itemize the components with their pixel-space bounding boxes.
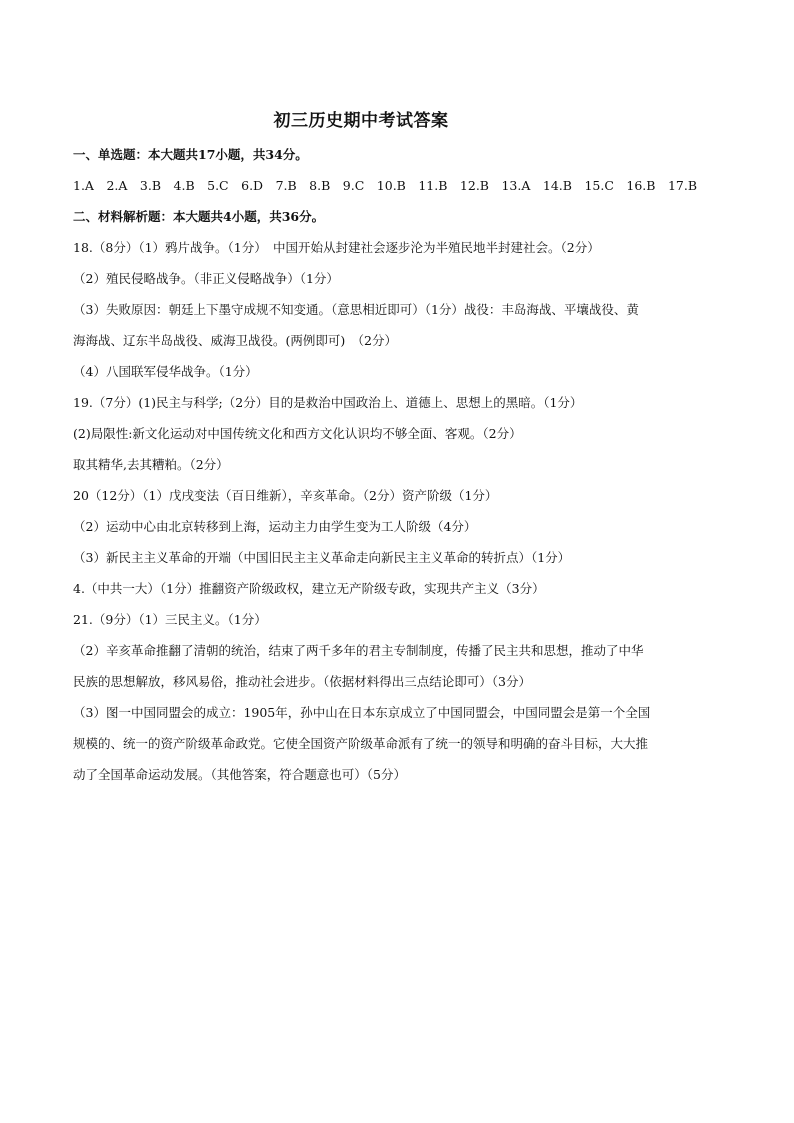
answer-line: （2）殖民侵略战争。（非正义侵略战争）（1分）	[73, 271, 339, 286]
answer-line: 18.（8分）（1）鸦片战争。（1分） 中国开始从封建社会逐步沦为半殖民地半封建社会。（2分）	[73, 240, 600, 255]
single-choice-answers: 1.A 2.A 3.B 4.B 5.C 6.D 7.B 8.B 9.C 10.B 11.B 12.B 13.A 14.B 15.C 16.B 17.B	[73, 178, 698, 193]
answer-line: 取其精华,去其糟粕。（2分）	[73, 457, 229, 472]
answer-line: （2）辛亥革命推翻了清朝的统治，结束了两千多年的君主专制制度，传播了民主共和思想，推动了中华	[73, 643, 644, 658]
section-heading-single-choice: 一、单选题：本大题共17小题，共34分。	[73, 147, 308, 162]
answer-line: 海海战、辽东半岛战役、威海卫战役。(两例即可) （2分）	[73, 333, 397, 348]
answer-line: 规模的、统一的资产阶级革命政党。它使全国资产阶级革命派有了统一的领导和明确的奋斗目标，大大推	[73, 736, 649, 751]
answer-line: （3）失败原因：朝廷上下墨守成规不知变通。（意思相近即可）（1分）战役：丰岛海战、平壤战役、黄	[73, 302, 639, 317]
answer-line: (2)局限性:新文化运动对中国传统文化和西方文化认识均不够全面、客观。（2分）	[73, 426, 522, 441]
answer-line: （2）运动中心由北京转移到上海，运动主力由学生变为工人阶级（4分）	[73, 519, 477, 534]
answer-line: 19.（7分）(1)民主与科学;（2分）目的是救治中国政治上、道德上、思想上的黑暗。（1分）	[73, 395, 583, 410]
answer-line: 4.（中共一大）（1分）推翻资产阶级政权，建立无产阶级专政，实现共产主义（3分）	[73, 581, 545, 596]
section-heading-material-analysis: 二、材料解析题：本大题共4小题，共36分。	[73, 209, 325, 224]
answer-line: 21.（9分）（1）三民主义。（1分）	[73, 612, 267, 627]
answer-line: （4）八国联军侵华战争。（1分）	[73, 364, 258, 379]
answer-line: 20（12分）（1）戊戌变法（百日维新），辛亥革命。（2分）资产阶级（1分）	[73, 488, 498, 503]
answer-line: （3）新民主主义革命的开端（中国旧民主主义革命走向新民主主义革命的转折点）（1分）	[73, 550, 571, 565]
answer-line: 动了全国革命运动发展。（其他答案，符合题意也可）（5分）	[73, 767, 406, 782]
answer-line: 民族的思想解放，移风易俗，推动社会进步。（依据材料得出三点结论即可）（3分）	[73, 674, 531, 689]
document-title: 初三历史期中考试答案	[273, 111, 449, 131]
answer-line: （3）图一中国同盟会的成立：1905年，孙中山在日本东京成立了中国同盟会，中国同盟会是第一个全国	[73, 705, 651, 720]
